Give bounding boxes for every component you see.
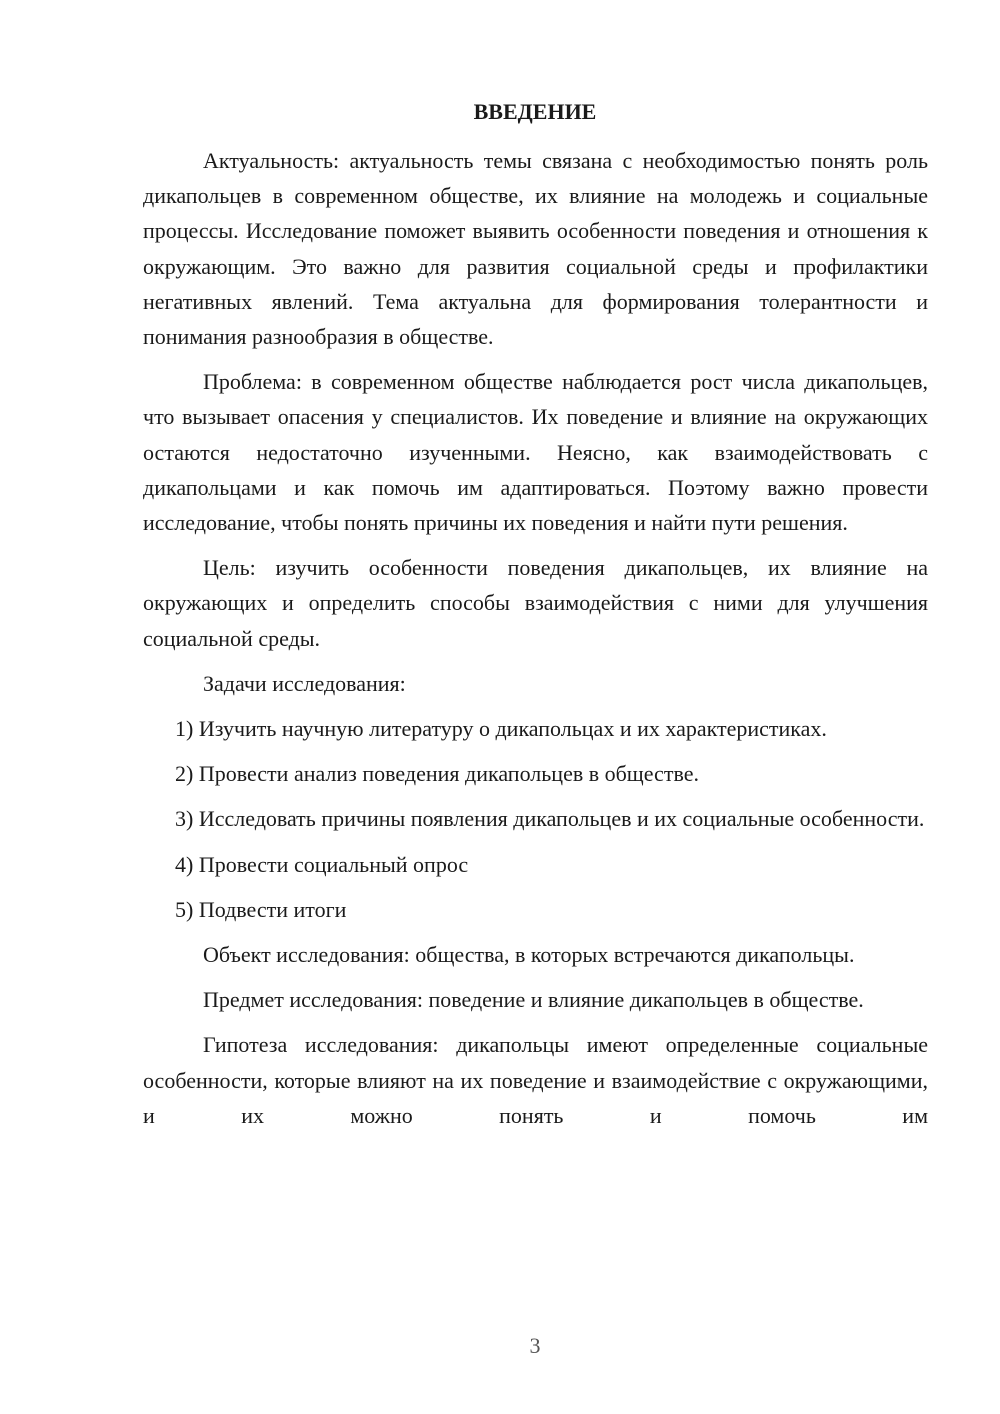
task-item-2: 2) Провести анализ поведения дикапольцев в обществе. [175,761,699,787]
paragraph-object: Объект исследования: общества, в которых встречаются дикапольцы. [203,942,855,968]
task-item-5: 5) Подвести итоги [175,896,347,922]
document-body [143,143,928,1143]
task-item-1: 1) Изучить научную литературу о дикапольцах и их характеристиках. [175,716,827,742]
page-number: 3 [529,1333,541,1358]
tasks-heading: Задачи исследования: [203,670,406,696]
paragraph-relevance: Актуальность: актуальность темы связана с необходимостью понять роль дикапольцев в современном обществе, их влияние на молодежь и социальные процессы. Исследование поможет выявить особенности поведения и отношения к окружающим. Это важно для развития социальной среды и профилактики негативных явлений. Тема актуальна для формирования толерантности и понимания разнообразия в обществе. [143,148,928,350]
task-item-3: 3) Исследовать причины появления дикапольцев и их социальные особенности. [175,806,925,832]
paragraph-subject: Предмет исследования: поведение и влияние дикапольцев в обществе. [203,987,864,1013]
paragraph-goal: Цель: изучить особенности поведения дикапольцев, их влияние на окружающих и определить способы взаимодействия с ними для улучшения социальной среды. [143,555,928,651]
paragraph-hypothesis: Гипотеза исследования: дикапольцы имеют определенные социальные особенности, которые влияют на их поведение и взаимодействие с окружающими, и их можно понять и помочь им [143,1032,928,1128]
page-title: ВВЕДЕНИЕ [473,99,597,124]
paragraph-problem: Проблема: в современном обществе наблюдается рост числа дикапольцев, что вызывает опасения у специалистов. Их поведение и влияние на окружающих остаются недостаточно изученными. Неясно, как взаимодействовать с дикапольцами и как помочь им адаптироваться. Поэтому важно провести исследование, чтобы понять причины их поведения и найти пути решения. [143,369,928,536]
task-item-4: 4) Провести социальный опрос [175,851,469,877]
